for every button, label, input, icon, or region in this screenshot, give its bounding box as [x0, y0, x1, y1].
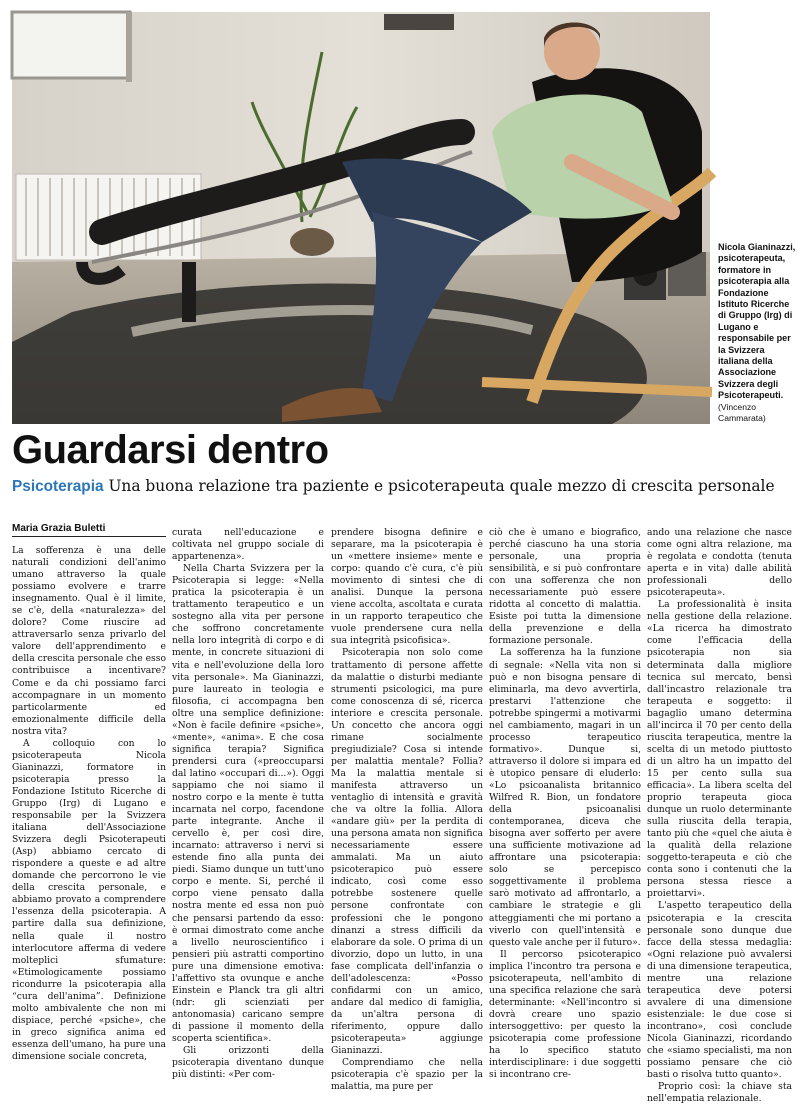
paragraph: L'aspetto terapeutico della psicoterapia e la crescita personale sono dunque due facce della stessa medaglia: «Ogni relazione può avvalersi di una dimensione terapeutica, mentre una relazione terapeutica deve potersi avvalere di una dimensione esistenziale: le due cose si incontrano», così conclude Nicola Gianinazzi, ricordando che «siamo specialisti, ma non possiamo pensare che ciò basti o risolva tutto quanto». [647, 900, 792, 1081]
paragraph: ando una relazione che nasce come ogni altra relazione, ma è regolata e condotta (tenuta aperta e in vita) dalle abilità professionali dello psicoterapeuta». [647, 527, 792, 599]
paragraph: ciò che è umano e biografico, perché ciascuno ha una storia personale, una propria sensibilità, e si può confrontare con una sofferenza che non necessariamente può essere ridotta al concetto di malattia. Esiste poi tutta la dimensione della prevenzione e della formazione personale. [489, 527, 641, 647]
photo-caption [718, 242, 798, 425]
paragraph: La professionalità è insita nella gestione della relazione. «La ricerca ha dimostrato come l'efficacia della psicoterapia non sia determinata dalla migliore tecnica sul mercato, bensì dall'incastro relazionale tra terapeuta e soggetto: il bagaglio umano determina all'incirca il 70 per cento della riuscita terapeutica, mentre la scelta di un metodo piuttosto di un altro ha un impatto del 15 per cento sulla sua efficacia». La libera scelta del proprio terapeuta gioca dunque un ruolo determinante sulla riuscita della terapia, tanto più che «quel che aiuta è la qualità della relazione soggetto-terapeuta e ciò che conta sono i contenuti che la persona stessa riesce a proiettarvi». [647, 599, 792, 900]
article-photo [12, 12, 710, 424]
column-2 [172, 527, 324, 1081]
paragraph: prendere bisogna definire e separare, ma la psicoterapia è un «mettere insieme» mente e corpo: quando c'è cura, c'è più movimento di sintesi che di analisi. Dunque la persona viene accolta, ascoltata e curata in un rapporto terapeutico che vuole prendersene cura nella sua integrità psicofisica». [331, 527, 483, 647]
paragraph: curata nell'educazione e coltivata nel gruppo sociale di appartenenza». [172, 527, 324, 563]
subheadline: Una buona relazione tra paziente e psicoterapeuta quale mezzo di crescita personale [108, 477, 775, 495]
paragraph: Comprendiamo che nella psicoterapia c'è spazio per la malattia, ma pure per [331, 1057, 483, 1093]
paragraph: La sofferenza è una delle naturali condizioni dell'animo umano attraverso la quale possiamo evolvere e trarre insegnamento. Qual è il limite, se c'è, della «naturalezza» del dolore? Come riuscire ad attraversarlo senza privarlo del valore dell'apprendimento e della crescita personale che esso contribuisce a incentivare? Come e da chi possiamo farci accompagnare in un momento particolarmente ed emozionalmente difficile della nostra vita? [12, 545, 166, 737]
headline: Guardarsi dentro [12, 428, 329, 472]
paragraph: Psicoterapia non solo come trattamento di persone affette da malattie o disturbi mediante strumenti psicologici, ma pure come conoscenza di sé, ricerca interiore e crescita personale. Un concetto che ancora oggi rimane socialmente pregiudiziale? Cosa si intende per malattia mentale? Follia? Ma la malattia mentale si manifesta attraverso un ventaglio di intensità e gravità che va oltre la follia. Allora «andare giù» per la perdita di una persona amata non significa necessariamente essere ammalati. Ma un aiuto psicoterapico può essere indicato, così come esso potrebbe sostenere quelle persone confrontate con professioni che le pongono dinanzi a stress difficili da elaborare da sole. O prima di un divorzio, dopo un lutto, in una fase complicata dell'infanzia o dell'adolescenza: «Posso confidarmi con un amico, andare dal medico di famiglia, da un'altra persona di riferimento, oppure dallo psicoterapeuta» aggiunge Gianinazzi. [331, 647, 483, 1057]
paragraph: Il percorso psicoterapico implica l'incontro tra persona e psicoterapeuta, nell'ambito di una specifica relazione che sarà determinante: «Nell'incontro si dovrà creare uno spazio intersoggettivo: per questo la psicoterapia come professione ha lo specifico statuto interdisciplinare: i due soggetti si incontrano cre- [489, 948, 641, 1081]
column-4 [489, 527, 641, 1081]
portrait-illustration [12, 12, 710, 424]
deck [12, 476, 775, 497]
paragraph: Proprio così: la chiave sta nell'empatia relazionale. [647, 1081, 792, 1105]
paragraph: Nella Charta Svizzera per la Psicoterapia si legge: «Nella pratica la psicoterapia è un trattamento terapeutico e un sostegno alla vita per persone che soffrono concretamente nella loro integrità di corpo e di mente, in concrete situazioni di vita e nell'evoluzione della loro vita personale». Ma Gianinazzi, pure laureato in teologia e filosofia, ci accompagna ben oltre una semplice definizione: «Non è facile definire «psiche», «mente», «anima». E che cosa significa terapia? Significa prendersi cura («preoccuparsi dal latino «occupari di...»). Oggi sappiamo che noi siamo il nostro corpo e la mente è tutta incarnata nel corpo, facendone parte integrante. Anche il cervello è, per così dire, incarnato: attraverso i nervi si estende fino alla punta dei piedi. Siamo dunque un tutt'uno corpo e mente. Si, perché il corpo viene pensato dalla nostra mente ed essa non può che pensarsi partendo da esso: è ormai dimostrato come anche a livello neuroscientifico i pensieri più astratti comportino pure una dimensione emotiva: l'affettivo sta ovunque e anche Einstein e Planck tra gli altri (ndr: gli scienziati per antonomasia) caricano sempre di passione il momento della scoperta scientifica». [172, 563, 324, 1044]
section-kicker: Psicoterapia [12, 478, 104, 495]
byline: Maria Grazia Buletti [12, 523, 106, 534]
byline-rule [12, 536, 166, 537]
column-3 [331, 527, 483, 1093]
paragraph: La sofferenza ha la funzione di segnale: «Nella vita non si può e non bisogna pensare di eliminarla, ma devo avvertirla, prestarvi l'attenzione che potrebbe spingermi a motivarmi nel cambiamento, magari in un processo terapeutico formativo». Dunque si, attraverso il dolore si impara ed è utopico pensare di eluderlo: «Lo psicoanalista britannico Wilfred R. Bion, un fondatore della psicoanalisi contemporanea, diceva che bisogna aver sofferto per avere una sufficiente motivazione ad affrontare una psicoterapia: solo se percepisco soggettivamente il problema sarò motivato ad affrontarlo, a cambiare le strategie e gli atteggiamenti che mi portano a viverlo con quell'intensità e questo vale anche per il futuro». [489, 647, 641, 948]
paragraph: Gli orizzonti della psicoterapia diventano dunque più distinti: «Per com- [172, 1045, 324, 1081]
photo-credit: (Vincenzo Cammarata) [718, 401, 766, 424]
caption-text: Nicola Gianinazzi, psicoterapeuta, formatore in psicoterapia alla Fondazione Istituto Ricerche di Gruppo (Irg) di Lugano e responsabile per la Svizzera italiana della Associazione Svizzera degli Psicoterapeuti. [718, 242, 796, 401]
column-5 [647, 527, 792, 1105]
column-1 [12, 545, 166, 1063]
paragraph: A colloquio con lo psicoterapeuta Nicola Gianinazzi, formatore in psicoterapia presso la Fondazione Istituto Ricerche di Gruppo (Irg) di Lugano e responsabile per la Svizzera italiana dell'Associazione Svizzera degli Psicoterapeuti (Asp) abbiamo cercato di rispondere a queste e ad altre domande che percorrono le vie della crescita personale, e abbiamo provato a comprendere l'essenza della psicoterapia. A partire dalla sua definizione, nella quale il nostro interlocutore afferma di vedere molteplici sfumature: «Etimologicamente possiamo ricondurre la psicoterapia alla “cura dell'anima”. Definizione molto ambivalente che non mi dispiace, perché «psiche», che in greco significa anima ed essenza dell'umano, ha pure una dimensione sociale concreta, [12, 737, 166, 1062]
